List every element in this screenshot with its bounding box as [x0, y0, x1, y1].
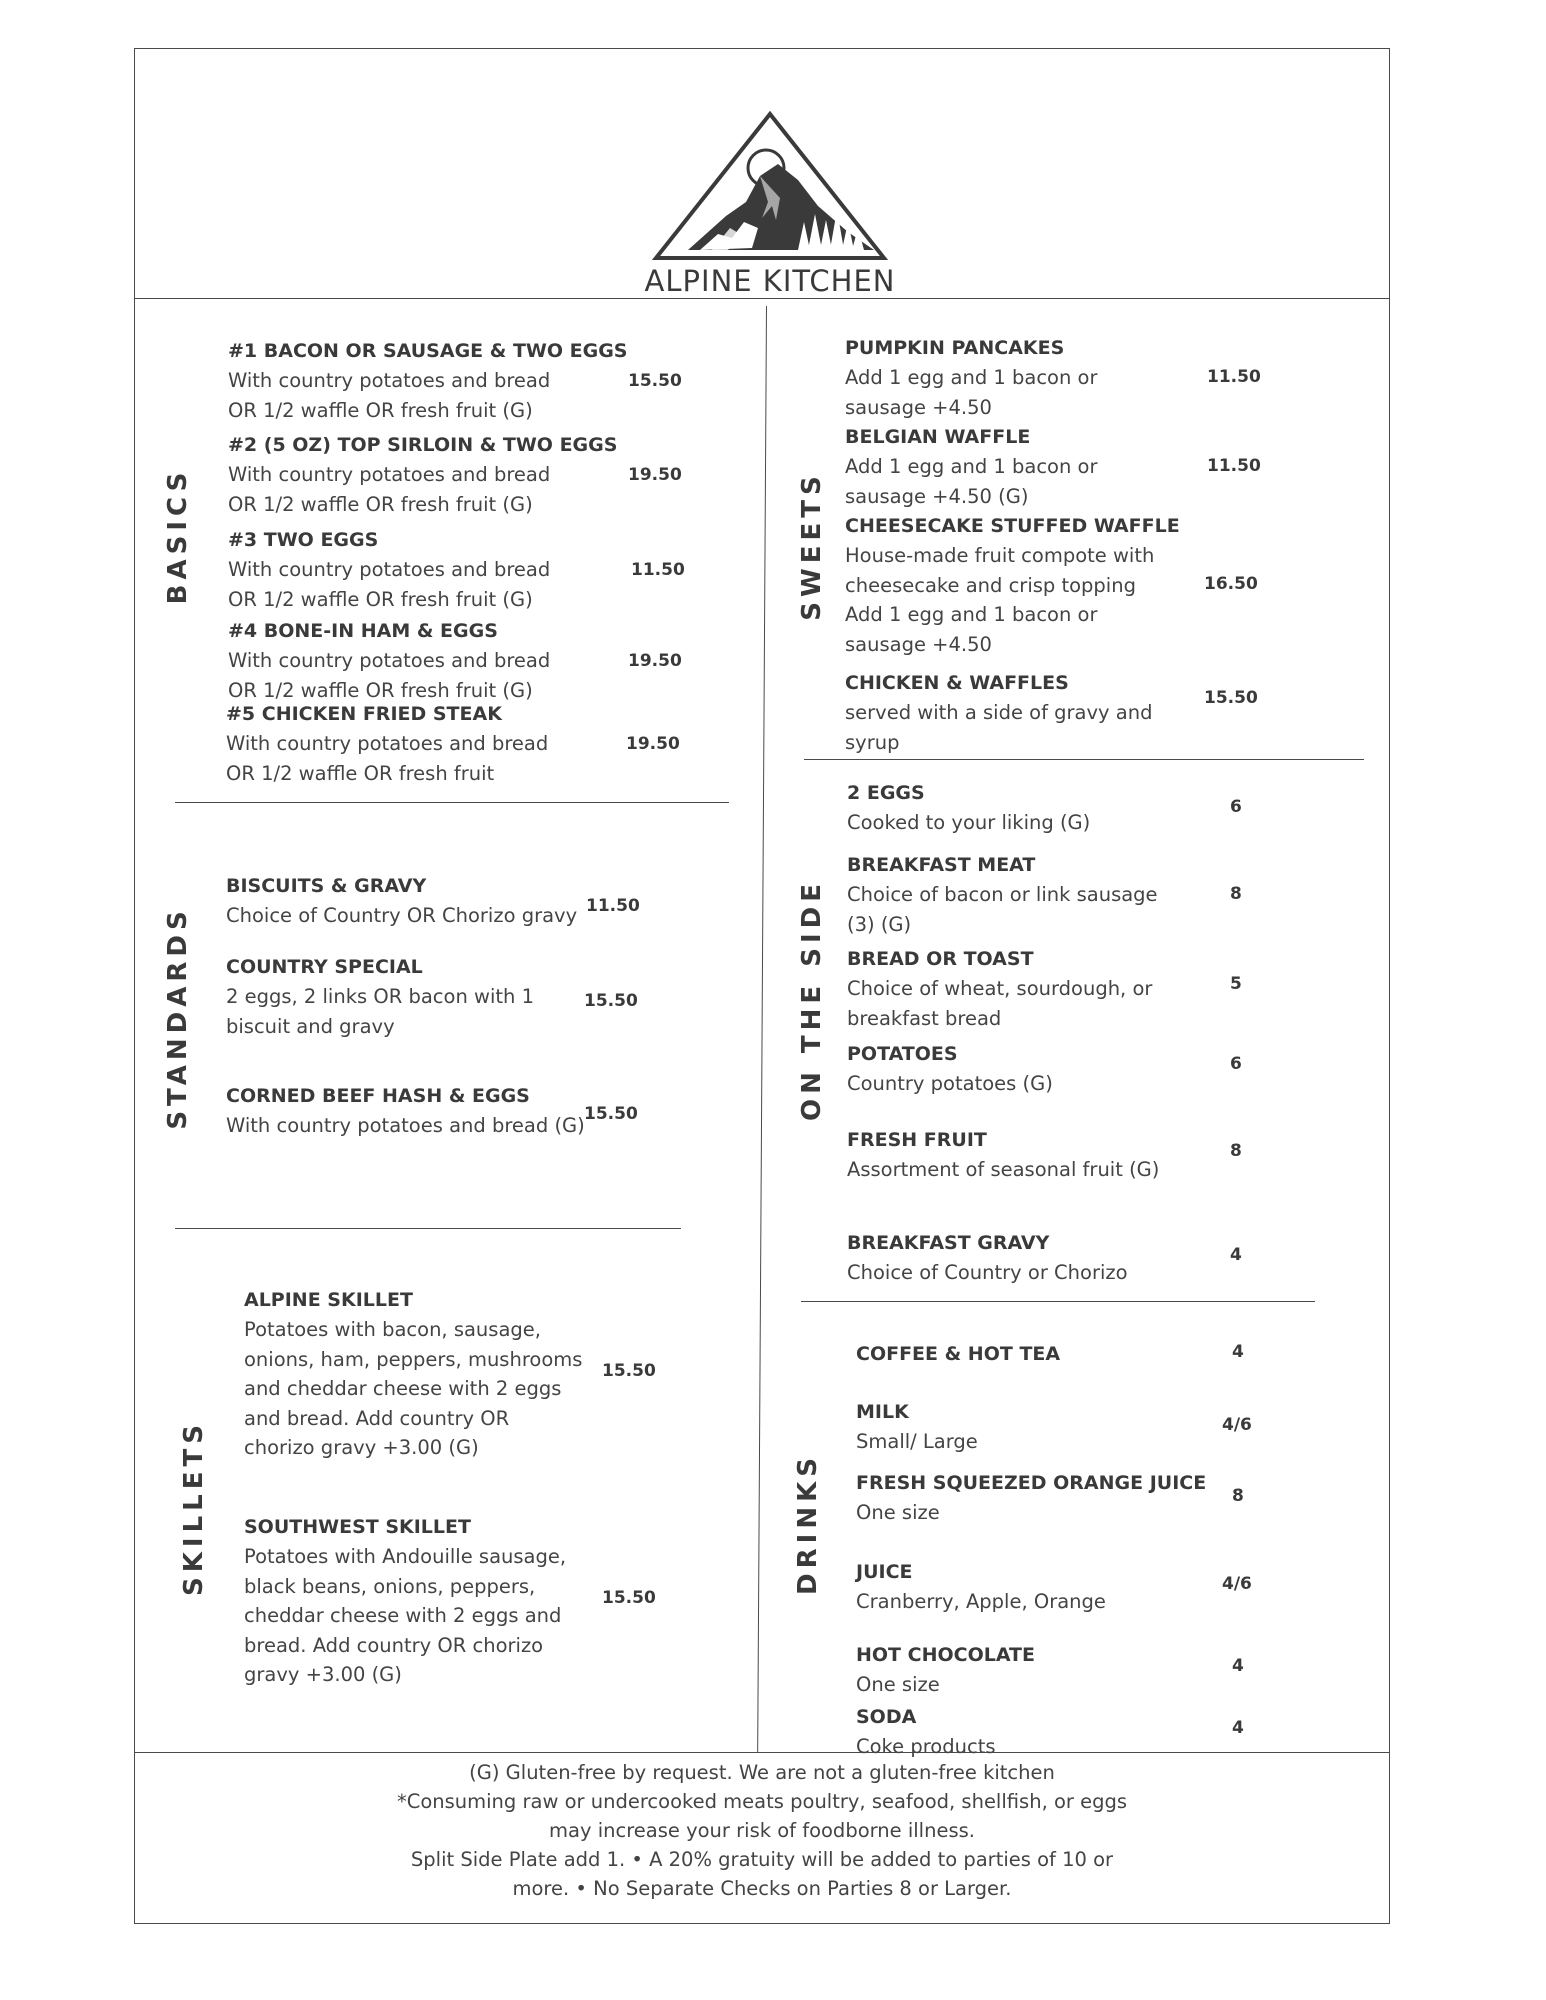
item-price: 6 — [1230, 797, 1242, 817]
item-name: BISCUITS & GRAVY — [226, 875, 427, 897]
divider-sweets — [804, 759, 1364, 760]
item-name: MILK — [856, 1401, 909, 1423]
item-description: 2 eggs, 2 links OR bacon with 1 biscuit and gravy — [226, 985, 534, 1038]
item-description: One size — [856, 1501, 940, 1524]
item-name: CORNED BEEF HASH & EGGS — [226, 1085, 530, 1107]
item-price: 4 — [1232, 1342, 1244, 1362]
item-name: CHICKEN & WAFFLES — [845, 672, 1069, 694]
item-name: JUICE — [856, 1561, 913, 1583]
item-price: 11.50 — [631, 560, 685, 580]
item-description: One size — [856, 1673, 940, 1696]
item-price: 15.50 — [584, 991, 638, 1011]
menu-item — [847, 1229, 1187, 1288]
footer-line: more. • No Separate Checks on Parties 8 or Larger. — [512, 1877, 1012, 1900]
item-name: 2 EGGS — [847, 782, 925, 804]
item-description: With country potatoes and bread OR 1/2 waffle OR fresh fruit (G) — [228, 558, 551, 611]
item-name: #2 (5 OZ) TOP SIRLOIN & TWO EGGS — [228, 434, 618, 456]
section-label-sweets: SWEETS — [797, 471, 827, 621]
item-name: SOUTHWEST SKILLET — [244, 1516, 471, 1538]
section-label-drinks: DRINKS — [793, 1453, 823, 1595]
menu-item — [847, 1126, 1187, 1185]
menu-item — [847, 779, 1177, 838]
menu-item — [226, 953, 546, 1041]
menu-item — [845, 334, 1175, 422]
menu-item — [244, 1513, 589, 1690]
divider-standards — [175, 1228, 681, 1229]
menu-item — [228, 617, 573, 705]
item-description: Add 1 egg and 1 bacon or sausage +4.50 — [845, 366, 1098, 419]
item-description: Add 1 egg and 1 bacon or sausage +4.50 (G) — [845, 455, 1098, 508]
brand-name: ALPINE KITCHEN — [644, 264, 896, 298]
item-description: Assortment of seasonal fruit (G) — [847, 1158, 1160, 1181]
item-price: 11.50 — [1207, 456, 1261, 476]
item-description: Small/ Large — [856, 1430, 978, 1453]
item-price: 15.50 — [1204, 688, 1258, 708]
footer-line: *Consuming raw or undercooked meats poultry, seafood, shellfish, or eggs — [396, 1790, 1128, 1813]
item-price: 4 — [1232, 1656, 1244, 1676]
menu-item — [847, 1040, 1177, 1099]
footer-notes — [134, 1758, 1390, 1903]
item-price: 8 — [1230, 884, 1242, 904]
footer-line: Split Side Plate add 1. • A 20% gratuity will be added to parties of 10 or — [410, 1848, 1114, 1871]
item-price: 4 — [1232, 1718, 1244, 1738]
item-name: BELGIAN WAFFLE — [845, 426, 1031, 448]
menu-item — [847, 945, 1177, 1033]
item-price: 4 — [1230, 1245, 1242, 1265]
item-name: HOT CHOCOLATE — [856, 1644, 1035, 1666]
item-price: 16.50 — [1204, 574, 1258, 594]
section-label-standards: STANDARDS — [163, 906, 193, 1130]
item-name: #3 TWO EGGS — [228, 529, 379, 551]
item-description: Cooked to your liking (G) — [847, 811, 1091, 834]
item-name: BREAD OR TOAST — [847, 948, 1034, 970]
item-name: #4 BONE-IN HAM & EGGS — [228, 620, 498, 642]
divider-side — [801, 1301, 1315, 1302]
menu-item — [856, 1398, 1186, 1457]
item-price: 6 — [1230, 1054, 1242, 1074]
menu-item — [856, 1340, 1186, 1369]
item-name: #1 BACON OR SAUSAGE & TWO EGGS — [228, 340, 628, 362]
item-price: 5 — [1230, 974, 1242, 994]
item-price: 15.50 — [628, 371, 682, 391]
item-name: FRESH FRUIT — [847, 1129, 987, 1151]
item-name: FRESH SQUEEZED ORANGE JUICE — [856, 1472, 1207, 1494]
item-name: SODA — [856, 1706, 917, 1728]
menu-item — [856, 1641, 1186, 1700]
divider-basics — [175, 802, 729, 803]
item-price: 8 — [1232, 1486, 1244, 1506]
item-name: #5 CHICKEN FRIED STEAK — [226, 703, 502, 725]
item-description: With country potatoes and bread (G) — [226, 1114, 585, 1137]
item-description: Country potatoes (G) — [847, 1072, 1053, 1095]
menu-item — [226, 700, 571, 788]
item-name: POTATOES — [847, 1043, 958, 1065]
menu-item — [845, 669, 1200, 757]
logo — [630, 110, 910, 300]
item-price: 11.50 — [1207, 367, 1261, 387]
item-price: 19.50 — [628, 465, 682, 485]
item-price: 19.50 — [628, 651, 682, 671]
item-description: served with a side of gravy and syrup — [845, 701, 1153, 754]
item-name: BREAKFAST MEAT — [847, 854, 1036, 876]
menu-item — [228, 337, 628, 425]
item-description: Choice of wheat, sourdough, or breakfast bread — [847, 977, 1153, 1030]
item-description: Choice of bacon or link sausage (3) (G) — [847, 883, 1158, 936]
mountain-triangle-icon — [648, 110, 892, 262]
item-price: 15.50 — [584, 1104, 638, 1124]
item-description: Potatoes with Andouille sausage, black beans, onions, peppers, cheddar cheese with 2 eggs and bread. Add country OR chorizo gravy +3.00 (G) — [244, 1545, 567, 1686]
footer-divider — [134, 1752, 1390, 1753]
item-price: 8 — [1230, 1141, 1242, 1161]
item-description: With country potatoes and bread OR 1/2 waffle OR fresh fruit — [226, 732, 549, 785]
menu-item — [845, 423, 1175, 511]
item-name: COFFEE & HOT TEA — [856, 1343, 1061, 1365]
item-price: 11.50 — [586, 896, 640, 916]
item-description: Potatoes with bacon, sausage, onions, ham, peppers, mushrooms and cheddar cheese with 2 eggs and bread. Add country OR chorizo gravy +3.00 (G) — [244, 1318, 583, 1459]
section-label-basics: BASICS — [163, 467, 193, 605]
footer-line: may increase your risk of foodborne illness. — [549, 1819, 975, 1842]
menu-item — [244, 1286, 584, 1463]
menu-item — [228, 526, 573, 614]
item-price: 4/6 — [1222, 1415, 1252, 1435]
item-name: PUMPKIN PANCAKES — [845, 337, 1065, 359]
item-description: Choice of Country OR Chorizo gravy — [226, 904, 578, 927]
item-description: House-made fruit compote with cheesecake and crisp topping Add 1 egg and 1 bacon or sausage +4.50 — [845, 544, 1155, 656]
menu-item — [847, 851, 1187, 939]
footer-line: (G) Gluten-free by request. We are not a gluten-free kitchen — [469, 1761, 1055, 1784]
item-name: COUNTRY SPECIAL — [226, 956, 423, 978]
menu-item — [226, 872, 586, 931]
item-description: Coke products — [856, 1735, 996, 1758]
section-label-side: ON THE SIDE — [797, 879, 827, 1121]
item-name: ALPINE SKILLET — [244, 1289, 413, 1311]
item-price: 15.50 — [602, 1361, 656, 1381]
item-description: With country potatoes and bread OR 1/2 waffle OR fresh fruit (G) — [228, 463, 551, 516]
item-description: Cranberry, Apple, Orange — [856, 1590, 1106, 1613]
item-price: 15.50 — [602, 1588, 656, 1608]
item-price: 4/6 — [1222, 1574, 1252, 1594]
menu-item — [228, 431, 618, 519]
menu-item — [856, 1558, 1186, 1617]
item-name: CHEESECAKE STUFFED WAFFLE — [845, 515, 1180, 537]
menu-item — [845, 512, 1180, 659]
item-description: With country potatoes and bread OR 1/2 waffle OR fresh fruit (G) — [228, 369, 551, 422]
menu-item — [856, 1703, 1186, 1762]
menu-item — [226, 1082, 586, 1141]
menu-item — [856, 1469, 1207, 1528]
item-name: BREAKFAST GRAVY — [847, 1232, 1050, 1254]
item-price: 19.50 — [626, 734, 680, 754]
item-description: Choice of Country or Chorizo — [847, 1261, 1128, 1284]
section-label-skillets: SKILLETS — [179, 1420, 209, 1596]
item-description: With country potatoes and bread OR 1/2 waffle OR fresh fruit (G) — [228, 649, 551, 702]
